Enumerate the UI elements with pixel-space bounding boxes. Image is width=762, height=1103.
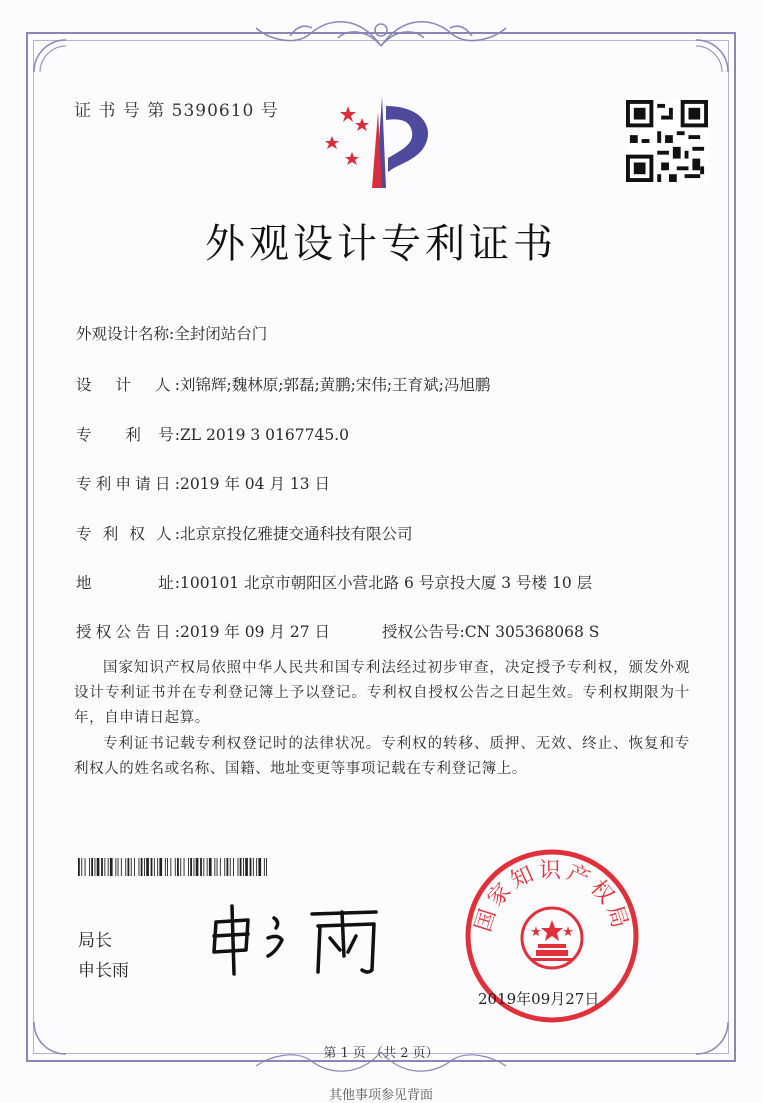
grant-number-value: CN 305368068 S (464, 623, 600, 641)
barcode-bar (139, 858, 140, 876)
barcode-bar (141, 858, 143, 876)
barcode-bar (217, 858, 218, 876)
barcode-bar (196, 858, 199, 876)
page-number: 第 1 页 （共 2 页） (323, 1046, 439, 1061)
barcode-bar (115, 858, 116, 876)
designer-row (76, 373, 490, 395)
design-name-row (76, 322, 267, 344)
footnote: 其他事项参见背面 (328, 1088, 433, 1103)
barcode-bar (125, 858, 126, 876)
grant-date-row (76, 620, 330, 642)
grant-date-value: 2019 年 09 月 27 日 (180, 623, 331, 641)
barcode-bar (224, 858, 225, 876)
address-value: 100101 北京市朝阳区小营北路 6 号京投大厦 3 号楼 10 层 (180, 574, 593, 592)
barcode-bar (170, 858, 171, 876)
corner-ornament (692, 36, 732, 76)
barcode-bar (165, 858, 166, 876)
corner-ornament (30, 36, 70, 76)
barcode-bar (250, 858, 252, 876)
barcode-bar (188, 858, 189, 876)
grant-number-label: 授权公告号: (382, 623, 465, 641)
page-title: 外观设计专利证书 (205, 221, 557, 267)
barcode-bar (227, 858, 229, 876)
design-name-label: 外观设计名称: (76, 325, 175, 343)
address-label: 地 址: (76, 574, 180, 592)
filing-date-value: 2019 年 04 月 13 日 (180, 475, 331, 493)
barcode-bar (85, 858, 86, 876)
patent-number-row (76, 423, 349, 445)
barcode-bar (151, 858, 153, 876)
qr-code (626, 100, 708, 182)
barcode-bar (78, 858, 80, 876)
top-ornament (250, 6, 512, 56)
barcode-bar (180, 858, 181, 876)
signature (208, 898, 388, 978)
filing-date-row (76, 472, 330, 494)
barcode-bar (121, 858, 122, 876)
barcode (78, 858, 268, 876)
barcode-bar (95, 858, 96, 876)
barcode-bar (91, 858, 93, 876)
barcode-bar (238, 858, 239, 876)
patent-number-label: 专 利 号: (76, 426, 180, 444)
barcode-bar (89, 858, 90, 876)
patent-office-logo (318, 92, 448, 192)
patentee-label: 专 利 权 人: (76, 525, 180, 543)
barcode-bar (256, 858, 257, 876)
barcode-bar (184, 858, 185, 876)
barcode-bar (209, 858, 212, 876)
barcode-bar (175, 858, 176, 876)
patentee-value: 北京京投亿雅捷交通科技有限公司 (180, 525, 413, 543)
barcode-bar (230, 858, 231, 876)
barcode-bar (240, 858, 242, 876)
patent-number-value: ZL 2019 3 0167745.0 (180, 426, 349, 444)
barcode-bar (233, 858, 234, 876)
barcode-bar (214, 858, 215, 876)
barcode-bar (203, 858, 204, 876)
barcode-bar (128, 858, 130, 876)
barcode-bar (108, 858, 109, 876)
barcode-bar (159, 858, 162, 876)
seal-text: 国家知识产权局 (470, 858, 634, 935)
barcode-bar (97, 858, 100, 876)
statement-paragraph: 国家知识产权局依照中华人民共和国专利法经过初步审查，决定授予专利权，颁发外观设计专利证书并在专利登记簿上予以登记。专利权自授权公告之日起生效。专利权期限为十年，自申请日起算。 (74, 660, 690, 726)
certificate-number: 证 书 号 第 5390610 号 (74, 101, 279, 121)
filing-date-label: 专利申请日: (76, 475, 180, 493)
designer-value: 刘锦辉;魏林原;郭磊;黄鹏;宋伟;王育斌;冯旭鹏 (180, 376, 491, 394)
signatory-name: 申长雨 (78, 961, 129, 981)
barcode-bar (190, 858, 192, 876)
barcode-bar (245, 858, 248, 876)
address-row (76, 571, 592, 593)
barcode-bar (266, 858, 267, 876)
design-name-value: 全封闭站台门 (174, 325, 268, 343)
barcode-bar (264, 858, 265, 876)
barcode-bar (154, 858, 155, 876)
patentee-row (76, 522, 413, 544)
barcode-bar (243, 858, 244, 876)
barcode-bar (101, 858, 103, 876)
barcode-bar (167, 858, 168, 876)
barcode-bar (146, 858, 149, 876)
barcode-bar (131, 858, 132, 876)
signatory-title: 局长 (78, 931, 112, 951)
barcode-bar (81, 858, 82, 876)
statement-paragraph: 专利证书记载专利权登记时的法律状况。专利权的转移、质押、无效、终止、恢复和专利权人的姓名或名称、国籍、地址变更等事项记载在专利登记簿上。 (74, 736, 690, 777)
grant-date-label: 授权公告日: (76, 623, 180, 641)
barcode-bar (177, 858, 179, 876)
barcode-bar (200, 858, 202, 876)
barcode-bar (157, 858, 158, 876)
barcode-bar (220, 858, 221, 876)
barcode-bar (110, 858, 113, 876)
barcode-bar (258, 858, 261, 876)
barcode-bar (144, 858, 145, 876)
barcode-bar (207, 858, 208, 876)
designer-label: 设 计 人: (76, 376, 180, 394)
seal-date: 2019年09月27日 (478, 990, 600, 1008)
grant-number-row (382, 620, 599, 642)
barcode-bar (253, 858, 254, 876)
barcode-bar (118, 858, 119, 876)
barcode-bar (104, 858, 105, 876)
barcode-bar (134, 858, 135, 876)
barcode-bar (194, 858, 195, 876)
